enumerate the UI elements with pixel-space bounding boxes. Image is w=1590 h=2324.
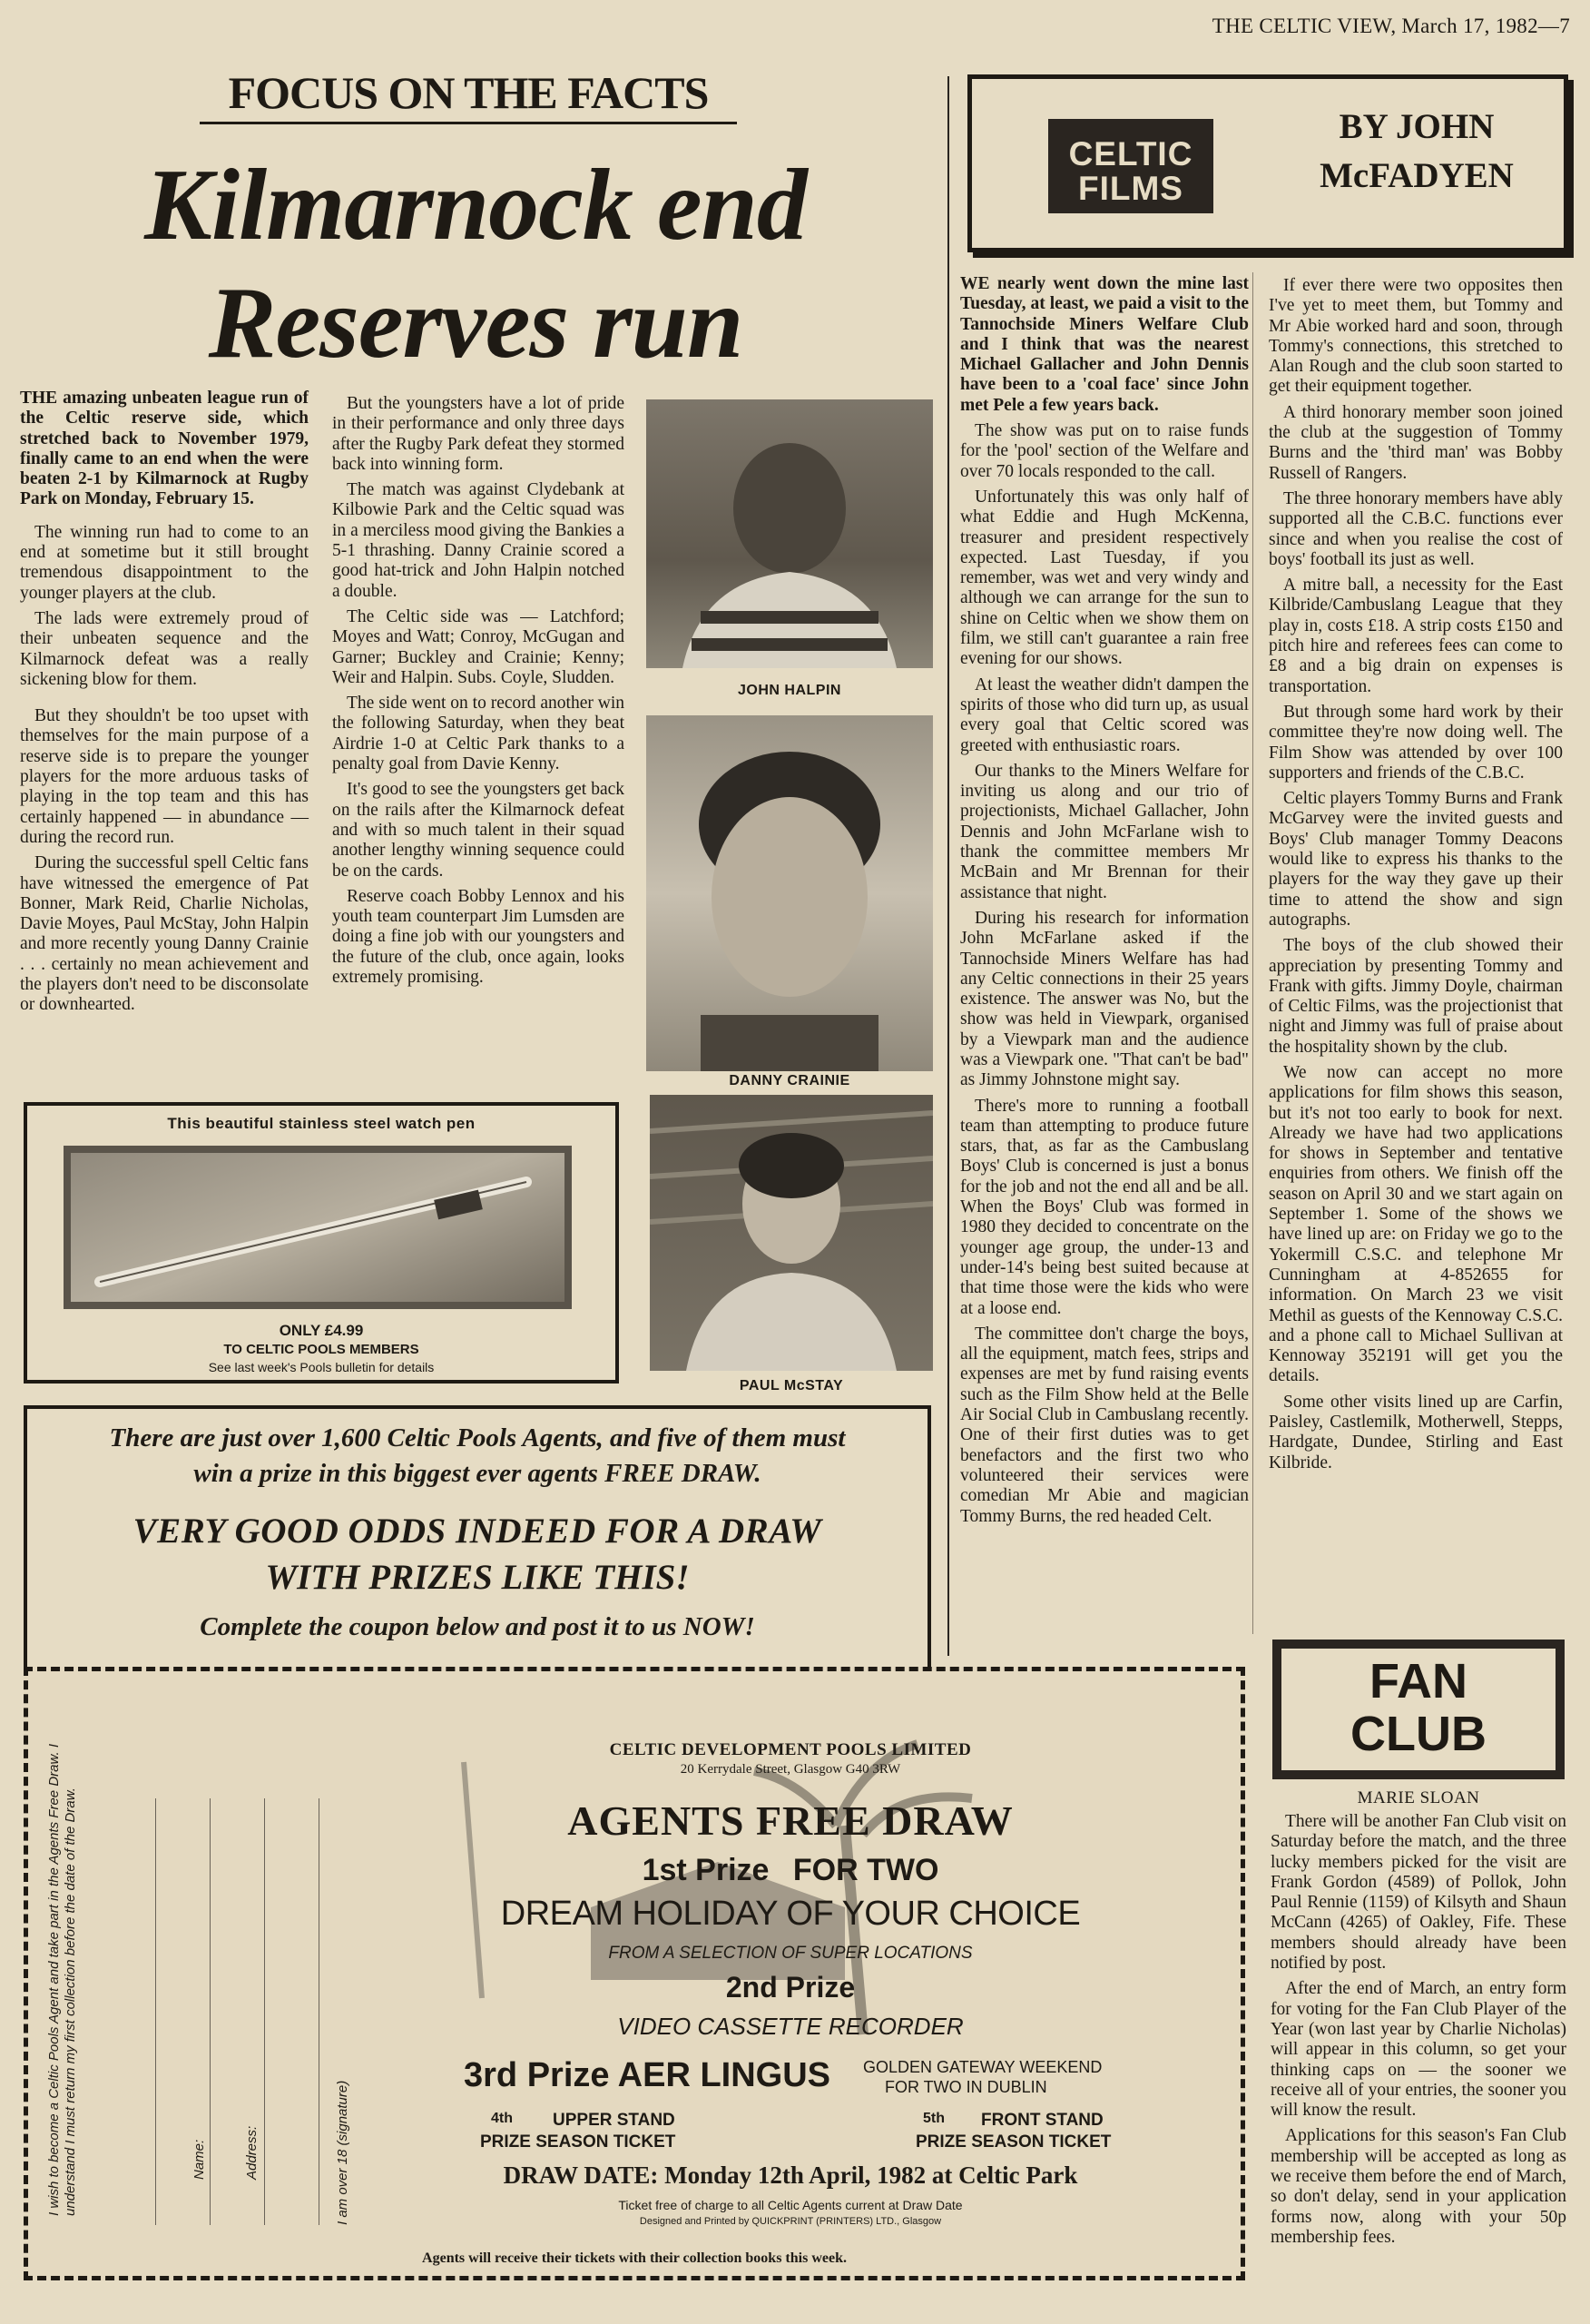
draw-date: DRAW DATE: Monday 12th April, 1982 at Celtic Park: [503, 2162, 1078, 2189]
caption-john-halpin: JOHN HALPIN: [738, 683, 841, 698]
coupon-address: 20 Kerrydale Street, Glasgow G40 3RW: [680, 1762, 901, 1777]
prize-1-label: 1st Prize: [642, 1853, 770, 1887]
prize-4-stand: UPPER STAND: [553, 2111, 675, 2130]
prize-1-for-two: FOR TWO: [792, 1853, 939, 1887]
player-portrait-icon: [646, 715, 933, 1071]
paragraph: At least the weather didn't dampen the spirits of those who did turn up, as usual every goal that Celtic scored was greeted with enthusiastic roars.: [960, 675, 1249, 755]
promo-odds-2: WITH PRIZES LIKE THIS!: [265, 1558, 690, 1597]
prize-2-description: VIDEO CASSETTE RECORDER: [617, 2013, 964, 2040]
paragraph: There will be another Fan Club visit on Saturday before the match, and the three lucky members picked for the visit are Frank Gordon (4589) of Pollok, John Paul Rennie (1159) of Kilsyth and Shaun McCann (4265) of Oakley, Fife. These members should already have been notified by post.: [1271, 1812, 1566, 1974]
paragraph: But the youngsters have a lot of pride in their performance and only three days after the Rugby Park defeat they stormed back into winning form.: [332, 394, 624, 474]
paragraph: Our thanks to the Miners Welfare for inviting us along and our trio of projectionists, Michael Gallacher, John Dennis and John McFarlane wish to thank the committee members Mr McBain and Mr Brennan for their assistance that night.: [960, 761, 1249, 902]
paragraph: It's good to see the youngsters get back on the rails after the Kilmarnock defeat and with so much talent in their squad another lengthy winning sequence could be on the cards.: [332, 780, 624, 881]
ad-price: ONLY £4.99: [279, 1322, 364, 1339]
headline-line-2: Reserves run: [208, 267, 743, 379]
prize-3-line-2: GOLDEN GATEWAY WEEKEND: [863, 2058, 1103, 2076]
ad-title: This beautiful stainless steel watch pen: [167, 1115, 476, 1132]
column-rule-films: [1252, 272, 1253, 1634]
prize-1-description: DREAM HOLIDAY OF YOUR CHOICE: [500, 1895, 1081, 1933]
address-label: Address:: [244, 2125, 260, 2180]
promo-line-2: win a prize in this biggest ever agents FREE DRAW.: [193, 1459, 761, 1488]
signature-field[interactable]: [319, 1798, 323, 2225]
paragraph: The boys of the club showed their appreciation by presenting Tommy and Frank with gifts. Jimmy Doyle, chairman of Celtic Films, was the projectionist that night and Jimmy was full of praise about the hospitality shown by the club.: [1269, 936, 1563, 1057]
prize-3-label: 3rd Prize AER LINGUS: [464, 2056, 831, 2094]
fan-club-line-1: FAN: [1369, 1654, 1467, 1709]
column-rule-center: [947, 76, 949, 1656]
paragraph: The winning run had to come to an end at sometime but it still brought tremendous disappointment to the younger players at the club.: [20, 522, 309, 603]
paragraph: After the end of March, an entry form for voting for the Fan Club Player of the Year (won last year by Charlie Nicholas) will appear in this column, so get your thinking caps on — the sooner we receive all of your entries, the sooner you will know the result.: [1271, 1979, 1566, 2121]
coupon-title: AGENTS FREE DRAW: [567, 1797, 1014, 1844]
pen-display-case: [64, 1146, 572, 1309]
caption-paul-mcstay: PAUL McSTAY: [739, 1378, 844, 1393]
prize-5-number: 5th: [923, 2111, 945, 2126]
paragraph: A mitre ball, a necessity for the East Kilbride/Cambuslang League that they play in, costs £18. A strip costs £150 and pitch hire and referees fees can come to £8 and a big drain on expenses is transportation.: [1269, 576, 1563, 696]
ad-line-3: See last week's Pools bulletin for details: [208, 1360, 435, 1374]
declaration-text: I wish to become a Celtic Pools Agent and take part in the Agents Free Draw. I understand I must return my first collection before the date of the Draw.: [46, 1744, 78, 2216]
photo-john-halpin: [646, 399, 933, 668]
player-portrait-icon: [650, 1095, 933, 1371]
printer-credit: Designed and Printed by QUICKPRINT (PRINTERS) LTD., Glasgow: [639, 2216, 942, 2227]
coupon-company: CELTIC DEVELOPMENT POOLS LIMITED: [609, 1740, 972, 1759]
agents-promo: [24, 1405, 931, 1678]
paragraph: If ever there were two opposites then I've yet to meet them, but Tommy and Mr Abie worked hard and soon, through Tommy's connections, this stretched to Alan Rough and the club soon started to get their equipment together.: [1269, 276, 1563, 397]
paragraph: WE nearly went down the mine last Tuesday, at least, we paid a visit to the Tannochside Miners Welfare Club and I think that was the nearest Michael Gallacher and John Dennis have been to a 'coal face' since John met Pele a few years back.: [960, 274, 1249, 415]
films-col-1: [960, 274, 1249, 1532]
watch-pen-icon: [64, 1146, 572, 1309]
player-silhouette-icon: [646, 399, 933, 668]
paragraph: During the successful spell Celtic fans have witnessed the emergence of Pat Bonner, Mark Reid, Charlie Nicholas, Davie Moyes, Paul McStay, John Halpin and more recently young Danny Crainie . . . certainly no mean achievement and the players don't need to be disconsolate or downhearted.: [20, 853, 309, 1015]
coupon-footer: Agents will receive their tickets with their collection books this week.: [422, 2250, 847, 2266]
name-field[interactable]: [155, 1798, 160, 2225]
paragraph: The three honorary members have ably supported all the C.B.C. functions ever since and when you realise the cost of boys' football its just as well.: [1269, 488, 1563, 569]
paragraph: Applications for this season's Fan Club membership will be accepted as long as we receive them before the end of March, so don't delay, send in your application forms now, along with your 50p membership fees.: [1271, 2126, 1566, 2247]
paragraph: The side went on to record another win the following Saturday, when they beat Airdrie 1-0 at Celtic Park thanks to a penalty goal from Davie Kenny.: [332, 694, 624, 774]
paragraph: But they shouldn't be too upset with themselves for the main purpose of a reserve side is to prepare the younger players for the more arduous tasks of playing in the top team and this has certainly happened — in abundance — during the record run.: [20, 706, 309, 847]
paragraph: But through some hard work by their committee they're now doing well. The Film Show was attended by over 100 supporters and friends of the C.B.C.: [1269, 702, 1563, 783]
running-head: THE CELTIC VIEW, March 17, 1982—7: [1212, 15, 1570, 37]
promo-odds-1: VERY GOOD ODDS INDEED FOR A DRAW: [132, 1512, 822, 1551]
ad-line-2: TO CELTIC POOLS MEMBERS: [223, 1342, 419, 1357]
paragraph: The lads were extremely proud of their unbeaten sequence and the Kilmarnock defeat was a really sickening blow for them.: [20, 608, 309, 689]
kicker-rule: [200, 122, 737, 124]
paragraph: THE amazing unbeaten league run of the Celtic reserve side, which stretched back to November 1979, finally came to an end when the were beaten 2-1 by Kilmarnock at Rugby Park on Monday, February 15.: [20, 389, 309, 509]
prize-5-stand: FRONT STAND: [981, 2111, 1104, 2130]
celtic-films-header: [967, 74, 1568, 252]
caption-danny-crainie: DANNY CRAINIE: [729, 1073, 850, 1088]
paragraph: Celtic players Tommy Burns and Frank McGarvey were the invited guests and Boys' Club manager Tommy Deacons would like to express his thanks to the players for the way they gave up their time to attend the show and sign autographs.: [1269, 789, 1563, 930]
paragraph: A third honorary member soon joined the club at the suggestion of Tommy Burns and the 'third man' was Bobby Russell of Rangers.: [1269, 402, 1563, 483]
prize-5-ticket: PRIZE SEASON TICKET: [916, 2132, 1112, 2152]
prize-4-ticket: PRIZE SEASON TICKET: [480, 2132, 676, 2152]
kicker: FOCUS ON THE FACTS: [228, 67, 709, 118]
paragraph: During his research for information John McFarlane asked if the Tannochside Miners Welfare has had any Celtic connections in their 25 years existence. The answer was No, but the show was held in Viewpark, organised by a Viewpark man and the audience was a Viewpark one. "That can't be bad" as Jimmy Johnstone might say.: [960, 908, 1249, 1090]
paragraph: There's more to running a football team than attempting to produce future stars, that, as far as the Cambuslang Boys' Club is concerned is just a bonus for the job and not the end all and be all. When the Boys' Club was formed in 1980 they decided to concentrate on the younger age group, the under-13 and under-14's being best suited because at that time those were the kids who were at a loose end.: [960, 1096, 1249, 1318]
address-field[interactable]: [210, 1798, 214, 2225]
paragraph: The Celtic side was — Latchford; Moyes and Watt; Conroy, McGugan and Garner; Buckley and Crainie; Kenny; Weir and Halpin. Subs. Coyle, Sludden.: [332, 606, 624, 687]
films-byline-1: BY JOHN: [1339, 107, 1495, 146]
paragraph: The show was put on to raise funds for the 'pool' section of the Welfare and over 70 locals responded to the call.: [960, 421, 1249, 481]
kilmarnock-col-2: [332, 394, 624, 993]
prize-4-number: 4th: [491, 2111, 513, 2126]
prize-1: [337, 1853, 1244, 1888]
logo-line-2: FILMS: [1078, 170, 1183, 207]
films-byline-2: McFADYEN: [1320, 156, 1514, 195]
prize-1-detail: FROM A SELECTION OF SUPER LOCATIONS: [608, 1944, 973, 1963]
watch-pen-ad: [24, 1102, 619, 1384]
paragraph: Unfortunately this was only half of what Eddie and Hugh McKenna, treasurer and president respectively expected. Last Tuesday, if you remember, was wet and very windy and although we can arrange for the sun to shine on Celtic when we show them on film, we still can't guarantee a rain free evening for our shows.: [960, 487, 1249, 669]
headline-line-1: Kilmarnock end: [144, 149, 807, 261]
paragraph: We now can accept no more applications for film shows this season, but it's not too early to book for next. Already we have had two applications for shows in September and tentative enquiries from others. We finish off the season on April 30 and we start again on September 1. Some of the shows we have lined up are: on Friday we go to the Yokermill C.S.C. and telephone Mr Cunningham at 4-852655 for information. On March 23 we visit Methil as guests of the Kennoway C.S.C. and a phone call to Michael Sullivan at Kennoway 352191 will get you the details.: [1269, 1062, 1563, 1386]
name-label: Name:: [191, 2139, 207, 2180]
celtic-films-logo: [1045, 115, 1217, 217]
coupon-form-strip: [46, 1680, 364, 2225]
paragraph: The match was against Clydebank at Kilbowie Park and the Celtic squad was in a merciless mood giving the Bankies a 5-1 thrashing. Danny Crainie scored a good hat-trick and John Halpin notched a double.: [332, 480, 624, 601]
logo-line-1: CELTIC: [1068, 135, 1193, 172]
fan-club-line-2: CLUB: [1350, 1707, 1487, 1761]
photo-danny-crainie: [646, 715, 933, 1071]
prize-2-label: 2nd Prize: [725, 1971, 856, 2004]
age-label: I am over 18 (signature): [335, 2080, 350, 2225]
prize-3-line-3: FOR TWO IN DUBLIN: [885, 2078, 1047, 2096]
promo-cta: Complete the coupon below and post it to us NOW!: [200, 1612, 755, 1641]
photo-paul-mcstay: [650, 1095, 933, 1371]
address-field-2[interactable]: [264, 1798, 269, 2225]
headline: [22, 149, 929, 379]
paragraph: The committee don't charge the boys, all the equipment, match fees, strips and expenses are met by fund raising events such as the Film Show held at the Belle Air Social Club in Cambuslang recently. One of their first duties was to get benefactors and the first two who volunteered their services were comedian Mr Abie and magician Tommy Burns, the red headed Celt.: [960, 1324, 1249, 1526]
promo-line-1: There are just over 1,600 Celtic Pools Agents, and five of them must: [109, 1423, 846, 1452]
films-col-2: [1269, 276, 1563, 1479]
fan-club-body: [1271, 1812, 1566, 2253]
free-ticket-note: Ticket free of charge to all Celtic Agents current at Draw Date: [618, 2198, 963, 2212]
agents-free-draw-coupon: [24, 1667, 1245, 2280]
kilmarnock-col-1: [20, 389, 309, 1021]
paragraph: Some other visits lined up are Carfin, Paisley, Castlemilk, Motherwell, Stepps, Hardgate, Dundee, Stirling and East Kilbride.: [1269, 1392, 1563, 1472]
fan-club-byline: MARIE SLOAN: [1357, 1788, 1480, 1807]
fan-club-logo: [1272, 1640, 1565, 1779]
paragraph: Reserve coach Bobby Lennox and his youth team counterpart Jim Lumsden are doing a fine job with our youngsters and the future of the club, once again, looks extremely promising.: [332, 886, 624, 988]
